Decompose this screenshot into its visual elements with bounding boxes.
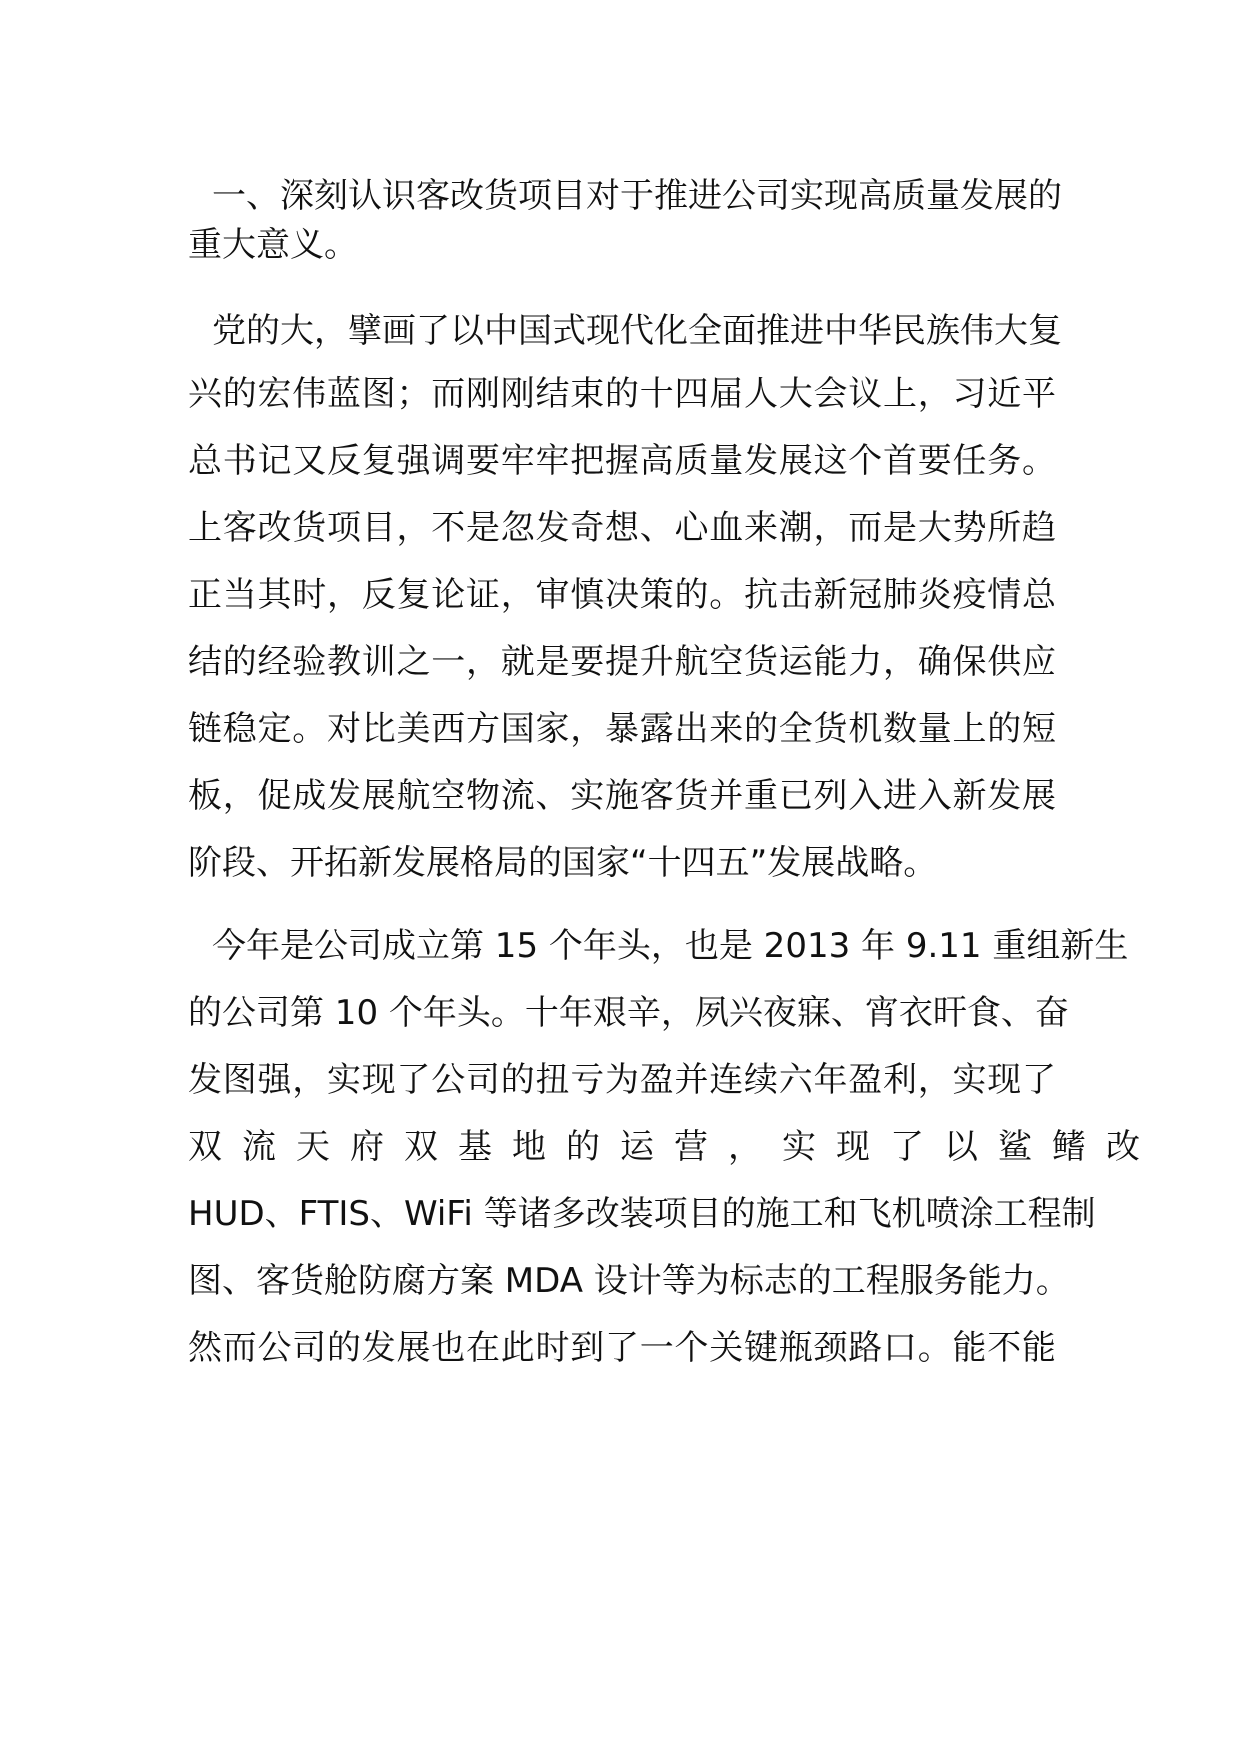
paragraph-1-line-8: 板，促成发展航空物流、实施客货并重已列入进入新发展	[188, 776, 1056, 816]
paragraph-2-line-3: 发图强，实现了公司的扭亏为盈并连续六年盈利，实现了	[188, 1060, 1056, 1100]
paragraph-1-line-1: 党的大，擘画了以中国式现代化全面推进中华民族伟大复	[212, 311, 1062, 351]
paragraph-2-line-6: 图、客货舱防腐方案 MDA 设计等为标志的工程服务能力。	[188, 1261, 1070, 1301]
paragraph-1-line-5: 正当其时，反复论证，审慎决策的。抗击新冠肺炎疫情总	[188, 575, 1056, 615]
paragraph-2-line-2: 的公司第 10 个年头。十年艰辛，夙兴夜寐、宵衣旰食、奋	[188, 993, 1069, 1033]
section-heading-line-2: 重大意义。	[188, 225, 358, 265]
paragraph-2-line-1: 今年是公司成立第 15 个年头，也是 2013 年 9.11 重组新生	[212, 926, 1129, 966]
section-heading-line-1: 一、深刻认识客改货项目对于推进公司实现高质量发展的	[212, 176, 1062, 216]
paragraph-2-line-5: HUD、FTIS、WiFi 等诸多改装项目的施工和飞机喷涂工程制	[188, 1194, 1096, 1234]
paragraph-1-line-9: 阶段、开拓新发展格局的国家“十四五”发展战略。	[188, 843, 938, 883]
paragraph-1-line-7: 链稳定。对比美西方国家，暴露出来的全货机数量上的短	[188, 709, 1056, 749]
paragraph-2-line-4: 双流天府双基地的运营，实现了以鲨鳍改	[188, 1127, 1160, 1167]
paragraph-1-line-3: 总书记又反复强调要牢牢把握高质量发展这个首要任务。	[188, 441, 1056, 481]
paragraph-1-line-6: 结的经验教训之一，就是要提升航空货运能力，确保供应	[188, 642, 1056, 682]
paragraph-2-line-7: 然而公司的发展也在此时到了一个关键瓶颈路口。能不能	[188, 1328, 1056, 1368]
paragraph-1-line-4: 上客改货项目，不是忽发奇想、心血来潮，而是大势所趋	[188, 508, 1056, 548]
paragraph-1-line-2: 兴的宏伟蓝图；而刚刚结束的十四届人大会议上，习近平	[188, 374, 1056, 414]
